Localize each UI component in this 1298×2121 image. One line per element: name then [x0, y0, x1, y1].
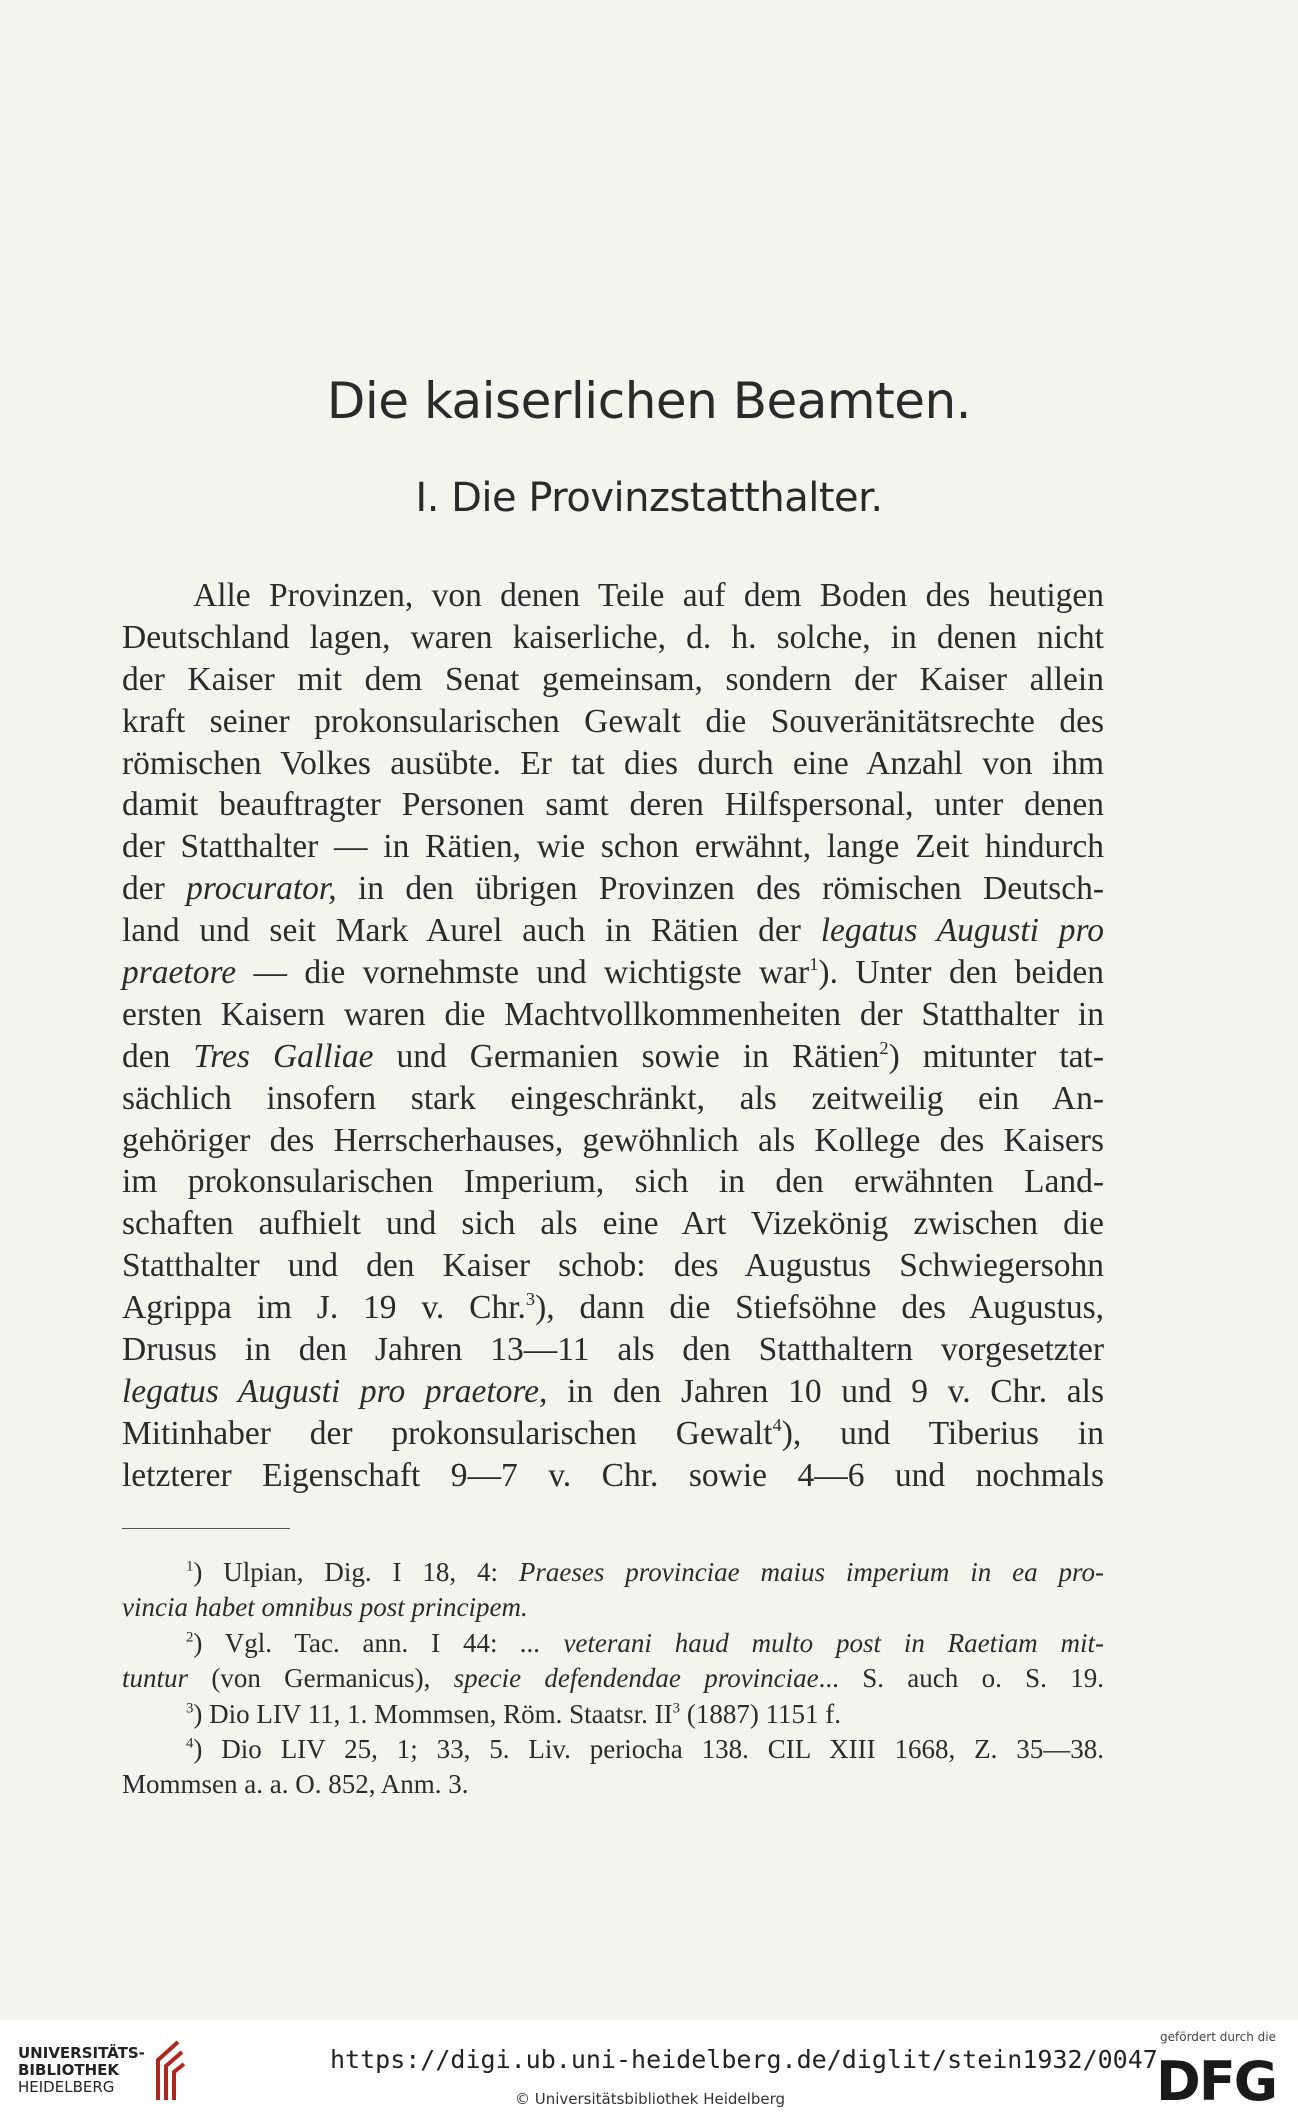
- text-run: ) Dio LIV 11, 1. Mommsen, Röm. Staatsr. II: [193, 1698, 673, 1729]
- text-run: land und seit Mark Aurel auch in Rätien der: [122, 912, 821, 950]
- text-line: [122, 1036, 1104, 1078]
- footnotes: [122, 1555, 1104, 1803]
- footnote-ref: 4: [772, 1414, 782, 1435]
- footnote-mark: 4: [186, 1735, 194, 1752]
- text-run: ... S. auch o. S. 19.: [818, 1663, 1105, 1694]
- footnote-line: [122, 1732, 1104, 1767]
- text-run: ) Vgl. Tac. ann. I 44:: [193, 1627, 521, 1658]
- text-line: Deutschland lagen, waren kaiserliche, d. h. solche, in denen nicht: [122, 618, 1104, 656]
- footnote-line: Mommsen a. a. O. 852, Anm. 3.: [122, 1769, 469, 1800]
- text-line: im prokonsularischen Imperium, sich in den erwähnten Land-: [122, 1163, 1104, 1201]
- text-run: ). Unter den beiden: [818, 954, 1104, 992]
- text-run: in den Jahren 10 und 9 v. Chr. als: [547, 1372, 1104, 1410]
- text-line: ersten Kaisern waren die Machtvollkommenheiten der Statthalter in: [122, 995, 1104, 1033]
- text-run: ) Ulpian, Dig. I 18, 4:: [193, 1557, 519, 1587]
- text-line: kraft seiner prokonsularischen Gewalt die Souveränitätsrechte des: [122, 702, 1104, 740]
- text-run: und Germanien sowie in Rätien: [373, 1037, 880, 1075]
- footnote-divider: [122, 1528, 290, 1529]
- chapter-title: Die kaiserlichen Beamten.: [326, 372, 972, 430]
- footnote-line: [122, 1590, 1104, 1625]
- library-line: UNIVERSITÄTS-: [18, 2044, 145, 2062]
- text-line: [122, 868, 1104, 910]
- text-run: in den übrigen Provinzen des römischen Deutsch-: [336, 870, 1104, 908]
- text-run: den: [122, 1037, 194, 1075]
- library-logo-text: [18, 2045, 145, 2096]
- text-line: der Statthalter — in Rätien, wie schon erwähnt, lange Zeit hindurch: [122, 828, 1104, 866]
- text-run: der: [122, 870, 187, 908]
- text-line: letzterer Eigenschaft 9—7 v. Chr. sowie 4—6 und nochmals: [122, 1456, 1104, 1494]
- footnote-line: [122, 1555, 1104, 1590]
- text-line: [122, 1287, 1104, 1329]
- text-line: Drusus in den Jahren 13—11 als den Statthaltern vorgesetzter: [122, 1331, 1104, 1369]
- text-run: — die vornehmste und wichtigste war: [236, 954, 810, 992]
- italic-term: legatus Augusti pro: [820, 912, 1105, 950]
- footnote-ref: 3: [525, 1289, 536, 1310]
- text-line: [122, 1371, 1104, 1413]
- italic-term: legatus Augusti pro praetore,: [122, 1372, 548, 1410]
- text-line: Alle Provinzen, von denen Teile auf dem Boden des heutigen: [193, 577, 1104, 614]
- italic-term: praetore: [122, 954, 237, 992]
- text-line: Statthalter und den Kaiser schob: des Augustus Schwiegersohn: [122, 1247, 1104, 1285]
- italic-quote: ... veterani haud multo post in Raetiam mit-: [520, 1627, 1104, 1658]
- footnote-line: [122, 1626, 1104, 1661]
- text-run: (von Germanicus),: [188, 1663, 454, 1694]
- footnote-line: [122, 1661, 1104, 1696]
- text-run: (1887) 1151 f.: [680, 1698, 842, 1729]
- text-line: [122, 910, 1104, 952]
- text-line: römischen Volkes ausübte. Er tat dies durch eine Anzahl von ihm: [122, 744, 1104, 782]
- footnote-mark: 2: [186, 1629, 194, 1646]
- text-line: der Kaiser mit dem Senat gemeinsam, sondern der Kaiser allein: [122, 660, 1104, 698]
- italic-term: procurator,: [186, 870, 337, 908]
- edition-superscript: 3: [672, 1700, 681, 1717]
- italic-quote: vincia habet omnibus post principem.: [122, 1592, 528, 1623]
- text-line: schaften aufhielt und sich als eine Art Vizekönig zwischen die: [122, 1205, 1104, 1243]
- library-logo-icon: [150, 2038, 186, 2104]
- text-run: ), dann die Stiefsöhne des Augustus,: [535, 1289, 1104, 1327]
- italic-quote: tuntur: [122, 1663, 189, 1694]
- text-line: damit beauftragter Personen samt deren Hilfspersonal, unter denen: [122, 786, 1104, 824]
- funder-caption: gefördert durch die: [1160, 2030, 1276, 2044]
- text-run: Agrippa im J. 19 v. Chr.: [122, 1289, 526, 1327]
- italic-quote: specie defendendae provinciae: [453, 1663, 819, 1694]
- text-run: ), und Tiberius in: [781, 1414, 1104, 1452]
- section-title: I. Die Provinzstatthalter.: [415, 475, 883, 521]
- copyright-notice: © Universitätsbibliothek Heidelberg: [514, 2090, 785, 2108]
- text-run: Mitinhaber der prokonsularischen Gewalt: [122, 1414, 773, 1452]
- text-line: sächlich insofern stark eingeschränkt, als zeitweilig ein An-: [122, 1079, 1104, 1117]
- text-line: [122, 1413, 1104, 1455]
- text-line: gehöriger des Herrscherhauses, gewöhnlich als Kollege des Kaisers: [122, 1121, 1104, 1159]
- footnote-ref: 2: [879, 1037, 889, 1058]
- body-paragraph: [122, 575, 1104, 1497]
- text-line: [122, 952, 1104, 994]
- library-line: BIBLIOTHEK: [18, 2061, 119, 2079]
- footnote-mark: 3: [186, 1700, 194, 1717]
- footnote-line: [122, 1697, 1104, 1732]
- text-run: ) Dio LIV 25, 1; 33, 5. Liv. periocha 138. CIL XIII 1668, Z. 35—38.: [193, 1733, 1104, 1764]
- dfg-logo: DFG: [1156, 2050, 1277, 2113]
- permalink-url[interactable]: https://digi.ub.uni-heidelberg.de/diglit/stein1932/0047: [330, 2045, 1158, 2074]
- italic-quote: Praeses provinciae maius imperium in ea pro-: [518, 1557, 1104, 1587]
- italic-term: Tres Galliae: [193, 1037, 374, 1075]
- footnote-mark: 1: [186, 1558, 194, 1575]
- library-line: HEIDELBERG: [18, 2078, 115, 2096]
- text-run: ) mitunter tat-: [888, 1037, 1104, 1075]
- footnote-ref: 1: [809, 954, 819, 975]
